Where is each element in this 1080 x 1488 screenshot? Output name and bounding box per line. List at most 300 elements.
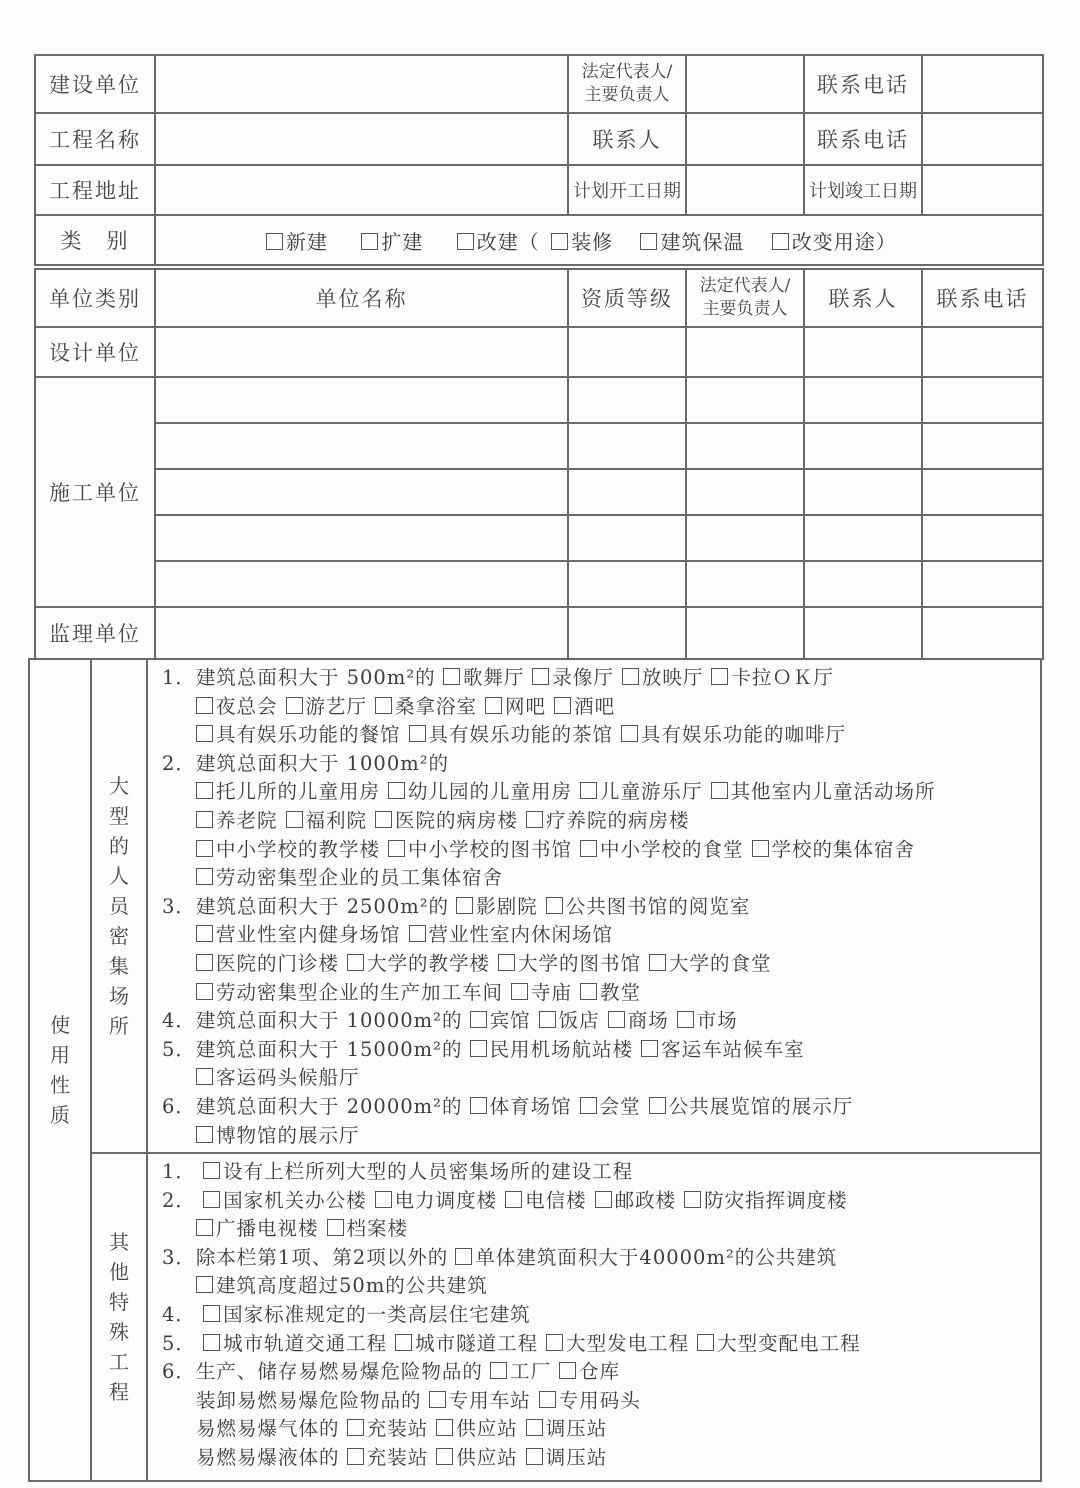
checkbox-option[interactable]: [347, 1446, 429, 1469]
legal-rep-line1: 法定代表人/: [581, 62, 673, 82]
checkbox-icon[interactable]: [498, 954, 515, 971]
checkbox-icon[interactable]: [580, 983, 597, 1000]
crowded-char: 大: [109, 774, 129, 799]
checkbox-icon[interactable]: [532, 668, 549, 685]
checkbox-option[interactable]: [470, 1009, 531, 1032]
checkbox-icon[interactable]: [375, 697, 392, 714]
checkbox-icon[interactable]: [526, 1448, 543, 1465]
checkbox-icon[interactable]: [286, 697, 303, 714]
checkbox-icon[interactable]: [388, 782, 405, 799]
checkbox-option[interactable]: [554, 695, 615, 718]
checkbox-icon[interactable]: [409, 925, 426, 942]
checkbox-option[interactable]: [196, 866, 503, 889]
checkbox-option[interactable]: [649, 1095, 854, 1118]
checkbox-option-label: 商场: [627, 1009, 669, 1033]
cell[interactable]: [922, 515, 1043, 561]
checkbox-icon[interactable]: [429, 1391, 446, 1408]
checkbox-option[interactable]: [539, 1009, 600, 1032]
category-expand-label: 扩建: [381, 229, 424, 254]
checkbox-option[interactable]: [455, 1246, 837, 1269]
checkbox-option[interactable]: [532, 666, 614, 689]
checkbox-option-label: 调压站: [545, 1446, 608, 1470]
checkbox-option-label: 邮政楼: [614, 1188, 677, 1212]
checkbox-icon[interactable]: [622, 668, 639, 685]
cell[interactable]: [686, 515, 804, 561]
cell[interactable]: [686, 469, 804, 515]
plan-start-field[interactable]: [686, 165, 804, 215]
checkbox-icon[interactable]: [196, 725, 213, 742]
plan-end-field[interactable]: [922, 165, 1043, 215]
checkbox-option-label: 宾馆: [489, 1009, 531, 1033]
checkbox-option[interactable]: [429, 1389, 531, 1412]
checkbox-icon[interactable]: [196, 811, 213, 828]
option-line-prefix: 2．建筑总面积大于 1000m²的: [162, 751, 450, 775]
checkbox-icon[interactable]: [455, 1248, 472, 1265]
checkbox-option-label: 大型发电工程: [566, 1331, 690, 1355]
special-projects-label: [91, 1153, 147, 1481]
checkbox-option[interactable]: [546, 1332, 689, 1355]
checkbox-icon[interactable]: [485, 697, 502, 714]
option-line: [162, 1272, 1036, 1301]
option-line-prefix: 2．: [162, 1188, 204, 1212]
cell[interactable]: [922, 561, 1043, 607]
checkbox-option-label: 建筑高度超过50m的公共建筑: [216, 1274, 488, 1298]
checkbox-option-label: 托儿所的儿童用房: [216, 780, 381, 804]
cell[interactable]: [804, 423, 922, 469]
checkbox-option[interactable]: [470, 1095, 572, 1118]
checkbox-option-label: 儿童游乐厅: [600, 780, 703, 804]
checkbox-icon[interactable]: [554, 697, 571, 714]
option-line: [162, 1330, 1036, 1359]
col-unit-name: 单位名称: [155, 269, 568, 327]
checkbox-icon[interactable]: [203, 1334, 220, 1351]
checkbox-option[interactable]: [375, 695, 477, 718]
checkbox-option[interactable]: [622, 666, 704, 689]
checkbox-icon[interactable]: [772, 233, 789, 250]
special-char: 殊: [109, 1320, 129, 1345]
checkbox-option[interactable]: [526, 1446, 608, 1469]
checkbox-icon[interactable]: [203, 1305, 220, 1322]
checkbox-icon[interactable]: [539, 1011, 556, 1028]
checkbox-icon[interactable]: [436, 1419, 453, 1436]
checkbox-option[interactable]: [436, 1417, 518, 1440]
checkbox-option-label: 影剧院: [476, 894, 538, 918]
option-line: [162, 721, 1036, 750]
checkbox-option-label: 教堂: [600, 980, 642, 1004]
checkbox-icon[interactable]: [203, 1162, 220, 1179]
checkbox-icon[interactable]: [196, 925, 213, 942]
checkbox-option[interactable]: [641, 1038, 805, 1061]
cell[interactable]: [922, 423, 1043, 469]
crowded-char: 集: [109, 954, 129, 979]
checkbox-icon[interactable]: [505, 1191, 522, 1208]
checkbox-option[interactable]: [505, 1189, 587, 1212]
checkbox-icon[interactable]: [711, 668, 728, 685]
checkbox-option-label: 国家标准规定的一类高层住宅建筑: [223, 1303, 531, 1327]
category-change-use[interactable]: [772, 230, 897, 254]
cell[interactable]: [804, 515, 922, 561]
checkbox-option[interactable]: [490, 1360, 551, 1383]
checkbox-icon[interactable]: [361, 233, 378, 250]
checkbox-icon[interactable]: [511, 983, 528, 1000]
col-rep-line2: 主要负责人: [702, 299, 788, 319]
option-line: [162, 979, 1036, 1008]
checkbox-option[interactable]: [196, 780, 380, 803]
checkbox-option[interactable]: [327, 1217, 409, 1240]
checkbox-option[interactable]: [485, 695, 546, 718]
checkbox-option[interactable]: [395, 1332, 538, 1355]
checkbox-option[interactable]: [539, 1389, 641, 1412]
category-rebuild-label: 改建（: [476, 229, 540, 254]
checkbox-option[interactable]: [711, 780, 936, 803]
category-new[interactable]: [266, 230, 328, 254]
col-unit-type: 单位类别: [35, 269, 155, 327]
checkbox-icon[interactable]: [546, 897, 563, 914]
checkbox-icon[interactable]: [559, 1362, 576, 1379]
checkbox-icon[interactable]: [347, 1448, 364, 1465]
checkbox-option[interactable]: [375, 1189, 498, 1212]
checkbox-icon[interactable]: [196, 1276, 213, 1293]
checkbox-option-label: 中小学校的食堂: [600, 837, 744, 861]
checkbox-option-label: 调压站: [545, 1417, 608, 1441]
option-line: [162, 1301, 1036, 1330]
construction-row-4[interactable]: [155, 515, 568, 561]
checkbox-option[interactable]: [580, 838, 744, 861]
checkbox-icon[interactable]: [711, 782, 728, 799]
checkbox-option-label: 单体建筑面积大于40000m²的公共建筑: [475, 1245, 838, 1269]
checkbox-option[interactable]: [580, 981, 641, 1004]
cell[interactable]: [686, 377, 804, 423]
design-unit-name-field[interactable]: [155, 327, 568, 377]
construction-unit-label: 施工单位: [35, 377, 155, 607]
supervision-unit-rep-field[interactable]: [686, 607, 804, 659]
checkbox-icon[interactable]: [375, 1191, 392, 1208]
checkbox-icon[interactable]: [203, 1191, 220, 1208]
checkbox-option[interactable]: [621, 723, 846, 746]
checkbox-option[interactable]: [203, 1303, 531, 1326]
checkbox-icon[interactable]: [539, 1391, 556, 1408]
checkbox-icon[interactable]: [546, 1334, 563, 1351]
checkbox-option-label: 寺庙: [531, 980, 573, 1004]
checkbox-option[interactable]: [196, 952, 339, 975]
checkbox-icon[interactable]: [697, 1334, 714, 1351]
checkbox-option-label: 仓库: [579, 1360, 621, 1384]
cell[interactable]: [568, 377, 686, 423]
checkbox-icon[interactable]: [196, 1126, 213, 1143]
checkbox-option[interactable]: [470, 1038, 634, 1061]
cell[interactable]: [568, 515, 686, 561]
checkbox-option[interactable]: [580, 780, 703, 803]
cell[interactable]: [686, 561, 804, 607]
cell[interactable]: [686, 423, 804, 469]
category-insulation[interactable]: [640, 230, 744, 254]
checkbox-icon[interactable]: [286, 811, 303, 828]
checkbox-icon[interactable]: [580, 782, 597, 799]
checkbox-option[interactable]: [196, 809, 278, 832]
supervision-unit-label: 监理单位: [35, 607, 155, 659]
checkbox-icon[interactable]: [595, 1191, 612, 1208]
supervision-unit-name-field[interactable]: [155, 607, 568, 659]
checkbox-option-label: 放映厅: [641, 666, 704, 689]
checkbox-option-label: 酒吧: [574, 694, 616, 718]
checkbox-option[interactable]: [196, 1124, 360, 1147]
checkbox-option-label: 公共展览馆的展示厅: [668, 1094, 854, 1118]
checkbox-option-label: 充装站: [366, 1446, 429, 1470]
checkbox-option[interactable]: [203, 1160, 633, 1183]
checkbox-option-label: 公共图书馆的阅览室: [565, 894, 751, 918]
checkbox-icon[interactable]: [436, 1448, 453, 1465]
option-line-prefix: 5．建筑总面积大于 15000m²的: [162, 1037, 470, 1061]
checkbox-option[interactable]: [511, 981, 572, 1004]
checkbox-option[interactable]: [196, 695, 278, 718]
checkbox-option-label: 劳动密集型企业的员工集体宿舍: [216, 866, 504, 890]
option-line-prefix: 6．建筑总面积大于 20000m²的: [162, 1094, 470, 1118]
supervision-unit-grade-field[interactable]: [568, 607, 686, 659]
option-line-prefix: 6．生产、储存易燃易爆危险物品的: [162, 1360, 491, 1384]
cell[interactable]: [922, 469, 1043, 515]
special-char: 他: [109, 1260, 129, 1285]
cell[interactable]: [804, 469, 922, 515]
checkbox-icon[interactable]: [196, 697, 213, 714]
checkbox-option[interactable]: [526, 809, 690, 832]
checkbox-option[interactable]: [456, 895, 538, 918]
checkbox-option[interactable]: [677, 1009, 738, 1032]
checkbox-option[interactable]: [409, 723, 614, 746]
checkbox-option-label: 档案楼: [346, 1217, 409, 1241]
checkbox-icon[interactable]: [457, 233, 474, 250]
project-addr-field[interactable]: [155, 165, 568, 215]
crowded-char: 密: [109, 924, 129, 949]
category-new-label: 新建: [286, 229, 328, 254]
option-line: [162, 864, 1036, 893]
cell[interactable]: [568, 561, 686, 607]
checkbox-option[interactable]: [580, 1095, 641, 1118]
checkbox-icon[interactable]: [526, 1419, 543, 1436]
checkbox-option[interactable]: [196, 981, 503, 1004]
checkbox-option[interactable]: [196, 923, 401, 946]
col-phone: 联系电话: [922, 269, 1043, 327]
project-name-field[interactable]: [155, 113, 568, 165]
checkbox-option[interactable]: [196, 1217, 319, 1240]
special-projects-list: [147, 1153, 1041, 1481]
checkbox-icon[interactable]: [327, 1219, 344, 1236]
checkbox-icon[interactable]: [551, 233, 568, 250]
checkbox-option-label: 民用机场航站楼: [489, 1037, 634, 1061]
cell[interactable]: [568, 423, 686, 469]
checkbox-option[interactable]: [649, 952, 772, 975]
checkbox-option-label: 疗养院的病房楼: [546, 808, 690, 832]
checkbox-option[interactable]: [711, 666, 834, 689]
option-line: [162, 1036, 1036, 1065]
checkbox-option-label: 大学的食堂: [669, 951, 772, 975]
usage-char: 用: [50, 1043, 70, 1068]
plan-end-label: 计划竣工日期: [804, 165, 922, 215]
checkbox-option[interactable]: [196, 1274, 488, 1297]
option-line: [162, 693, 1036, 722]
option-line: [162, 1215, 1036, 1244]
phone-field[interactable]: [922, 55, 1043, 113]
special-char: 程: [109, 1380, 129, 1405]
design-unit-contact-field[interactable]: [804, 327, 922, 377]
checkbox-option[interactable]: [559, 1360, 620, 1383]
checkbox-icon[interactable]: [490, 1362, 507, 1379]
checkbox-option-label: 专用码头: [558, 1388, 641, 1412]
checkbox-icon[interactable]: [375, 811, 392, 828]
checkbox-option[interactable]: [526, 1417, 608, 1440]
checkbox-option-label: 具有娱乐功能的餐馆: [216, 723, 401, 747]
checkbox-icon[interactable]: [196, 1219, 213, 1236]
category-label: 类 别: [35, 215, 155, 265]
checkbox-icon[interactable]: [608, 1011, 625, 1028]
option-line: [162, 750, 1036, 779]
category-expand[interactable]: [361, 230, 423, 254]
option-line-prefix: 3．建筑总面积大于 2500m²的: [162, 894, 457, 918]
checkbox-option[interactable]: [436, 1446, 518, 1469]
cell[interactable]: [804, 561, 922, 607]
checkbox-option[interactable]: [546, 895, 751, 918]
checkbox-option[interactable]: [203, 1332, 387, 1355]
crowded-char: 人: [109, 864, 129, 889]
option-line-prefix: 1．建筑总面积大于 500m²的: [162, 666, 443, 689]
checkbox-option-label: 医院的门诊楼: [216, 951, 340, 975]
checkbox-option-label: 客运码头候船厅: [216, 1066, 360, 1090]
checkbox-option-label: 饭店: [558, 1009, 600, 1033]
checkbox-icon[interactable]: [621, 725, 638, 742]
checkbox-option[interactable]: [388, 780, 572, 803]
construction-row-3[interactable]: [155, 469, 568, 515]
checkbox-option[interactable]: [196, 838, 380, 861]
checkbox-option[interactable]: [286, 809, 368, 832]
checkbox-icon[interactable]: [443, 668, 460, 685]
cell[interactable]: [804, 377, 922, 423]
checkbox-option[interactable]: [196, 1066, 360, 1089]
legal-rep-label: [568, 55, 686, 113]
option-line: [162, 836, 1036, 865]
checkbox-icon[interactable]: [470, 1011, 487, 1028]
checkbox-icon[interactable]: [266, 233, 283, 250]
checkbox-icon[interactable]: [580, 840, 597, 857]
checkbox-icon[interactable]: [196, 1068, 213, 1085]
option-line-prefix: 4．: [162, 1303, 204, 1327]
checkbox-icon[interactable]: [526, 811, 543, 828]
checkbox-option-label: 工厂: [510, 1360, 552, 1384]
checkbox-option[interactable]: [347, 1417, 429, 1440]
checkbox-icon[interactable]: [388, 840, 405, 857]
checkbox-option-label: 其他室内儿童活动场所: [730, 780, 936, 804]
checkbox-icon[interactable]: [649, 954, 666, 971]
checkbox-option[interactable]: [375, 809, 518, 832]
checkbox-icon[interactable]: [395, 1334, 412, 1351]
checkbox-icon[interactable]: [752, 840, 769, 857]
checkbox-option[interactable]: [443, 666, 525, 689]
checkbox-option[interactable]: [286, 695, 368, 718]
checkbox-option[interactable]: [498, 952, 641, 975]
checkbox-icon[interactable]: [196, 868, 213, 885]
category-insulation-label: 建筑保温: [660, 229, 745, 254]
checkbox-option-label: 电力调度楼: [394, 1188, 498, 1212]
project-addr-label: 工程地址: [35, 165, 155, 215]
checkbox-icon[interactable]: [641, 1040, 658, 1057]
phone2-field[interactable]: [922, 113, 1043, 165]
cell[interactable]: [568, 469, 686, 515]
checkbox-option[interactable]: [595, 1189, 677, 1212]
design-unit-phone-field[interactable]: [922, 327, 1043, 377]
checkbox-icon[interactable]: [196, 840, 213, 857]
checkbox-option[interactable]: [347, 952, 490, 975]
checkbox-icon[interactable]: [196, 954, 213, 971]
contact-field[interactable]: [686, 113, 804, 165]
checkbox-option-label: 市场: [696, 1009, 738, 1033]
category-decor-label: 装修: [571, 229, 614, 254]
checkbox-option-label: 大学的教学楼: [367, 951, 491, 975]
checkbox-option[interactable]: [697, 1332, 861, 1355]
checkbox-option-label: 会堂: [599, 1094, 641, 1118]
checkbox-icon[interactable]: [196, 782, 213, 799]
checkbox-option[interactable]: [409, 923, 614, 946]
cell[interactable]: [922, 377, 1043, 423]
construction-row-1[interactable]: [155, 377, 568, 423]
checkbox-icon[interactable]: [347, 1419, 364, 1436]
checkbox-option[interactable]: [752, 838, 916, 861]
checkbox-option-label: 供应站: [456, 1446, 518, 1470]
checkbox-option-label: 供应站: [456, 1417, 518, 1441]
checkbox-option[interactable]: [388, 838, 572, 861]
construction-row-2[interactable]: [155, 423, 568, 469]
checkbox-icon[interactable]: [677, 1011, 694, 1028]
checkbox-option-label: 学校的集体宿舍: [771, 837, 916, 861]
option-line-prefix: 5．: [162, 1331, 204, 1355]
checkbox-icon[interactable]: [347, 954, 364, 971]
checkbox-icon[interactable]: [580, 1097, 597, 1114]
checkbox-icon[interactable]: [684, 1191, 701, 1208]
category-rebuild[interactable]: [457, 230, 540, 254]
legal-rep-field[interactable]: [686, 55, 804, 113]
checkbox-icon[interactable]: [456, 897, 473, 914]
checkbox-option-label: 歌舞厅: [462, 666, 525, 689]
option-line: [162, 1358, 1036, 1387]
checkbox-icon[interactable]: [470, 1040, 487, 1057]
category-decor[interactable]: [551, 230, 613, 254]
phone-label: 联系电话: [804, 55, 922, 113]
supervision-unit-contact-field[interactable]: [804, 607, 922, 659]
checkbox-option-label: 体育场馆: [489, 1094, 572, 1118]
checkbox-icon[interactable]: [470, 1097, 487, 1114]
checkbox-icon[interactable]: [196, 983, 213, 1000]
legal-rep-line2: 主要负责人: [584, 85, 670, 105]
checkbox-option-label: 充装站: [366, 1417, 429, 1441]
crowded-char: 所: [109, 1014, 129, 1039]
design-unit-grade-field[interactable]: [568, 327, 686, 377]
checkbox-option[interactable]: [684, 1189, 848, 1212]
checkbox-option[interactable]: [196, 723, 401, 746]
checkbox-option[interactable]: [203, 1189, 367, 1212]
checkbox-icon[interactable]: [649, 1097, 666, 1114]
supervision-unit-phone-field[interactable]: [922, 607, 1043, 659]
usage-label: [29, 659, 91, 1481]
checkbox-option[interactable]: [608, 1009, 669, 1032]
usage-table: [28, 658, 1042, 1482]
checkbox-icon[interactable]: [409, 725, 426, 742]
col-grade: 资质等级: [568, 269, 686, 327]
special-char: 工: [109, 1350, 129, 1375]
design-unit-rep-field[interactable]: [686, 327, 804, 377]
option-line-prefix: 4．建筑总面积大于 10000m²的: [162, 1009, 470, 1033]
build-unit-field[interactable]: [155, 55, 568, 113]
construction-row-5[interactable]: [155, 561, 568, 607]
option-line: [162, 1444, 1036, 1473]
option-line: [162, 664, 1036, 693]
checkbox-icon[interactable]: [640, 233, 657, 250]
